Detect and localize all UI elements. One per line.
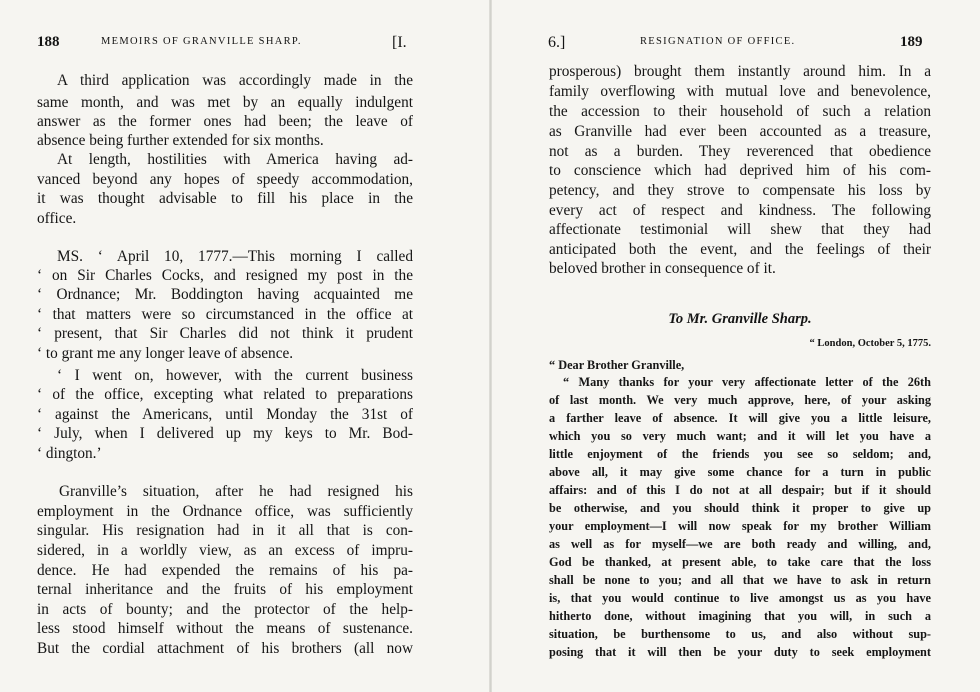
body-line: prosperous) brought them instantly around him. In a xyxy=(549,63,931,80)
letter-date: “ London, October 5, 1775. xyxy=(809,338,931,349)
letter-line: is, that you would continue to live amongst us as you have xyxy=(549,591,931,605)
body-line: affectionate testimonial will shew that they had xyxy=(549,221,931,238)
body-line: vanced beyond any hopes of speedy accommodation, xyxy=(37,171,413,188)
body-line: as Granville had ever been accounted as a treasure, xyxy=(549,123,931,140)
letter-line: God be thanked, at present able, to take care that the loss xyxy=(549,555,931,569)
body-line: every act of respect and kindness. The following xyxy=(549,202,931,219)
body-line: ‘ on Sir Charles Cocks, and resigned my post in the xyxy=(37,267,413,284)
body-line: ‘ that matters were so circumstanced in the office at xyxy=(37,306,413,323)
letter-line: be otherwise, and you should think it proper to give up xyxy=(549,501,931,515)
left-running-title: MEMOIRS OF GRANVILLE SHARP. xyxy=(101,36,302,47)
body-line: same month, and was met by an equally indulgent xyxy=(37,94,413,111)
letter-line: posing that it will then be your duty to seek employment xyxy=(549,645,931,659)
body-line: to conscience which had deprived him of his com- xyxy=(549,162,931,179)
left-page xyxy=(0,0,488,692)
body-line: answer as the former ones had been; the leave of xyxy=(37,113,413,130)
right-page-number: 189 xyxy=(900,34,923,50)
body-line: in acts of bounty; and the protector of the help- xyxy=(37,601,413,618)
body-line: ternal inheritance and the fruits of his employment xyxy=(37,581,413,598)
letter-line: “ Many thanks for your very affectionate letter of the 26th xyxy=(563,375,931,389)
body-line: Granville’s situation, after he had resigned his xyxy=(59,483,413,500)
body-line: ‘ July, when I delivered up my keys to Mr. Bod- xyxy=(37,425,413,442)
body-line: ‘ present, that Sir Charles did not think it prudent xyxy=(37,325,413,342)
letter-line: little enjoyment of the friends you see so seldom; and, xyxy=(549,447,931,461)
body-line: office. xyxy=(37,210,77,227)
body-line: it was thought advisable to fill his place in the xyxy=(37,190,413,207)
letter-line: a farther leave of absence. It will give you a little leisure, xyxy=(549,411,931,425)
letter-line: situation, be burthensome to us, and also without sup- xyxy=(549,627,931,641)
book-gutter xyxy=(489,0,492,692)
body-line: ‘ of the office, excepting what related to preparations xyxy=(37,386,413,403)
letter-heading: To Mr. Granville Sharp. xyxy=(668,311,812,327)
body-line: ‘ dington.’ xyxy=(37,445,102,462)
body-line: ‘ I went on, however, with the current business xyxy=(57,367,413,384)
body-line: beloved brother in consequence of it. xyxy=(549,260,776,277)
body-line: less stood himself without the means of sustenance. xyxy=(37,620,413,637)
letter-line: which you so very much want; and it will let you have a xyxy=(549,429,931,443)
right-page xyxy=(493,0,980,692)
body-line: At length, hostilities with America having ad- xyxy=(57,151,413,168)
left-part-marker: [I. xyxy=(392,34,407,51)
letter-line: “ Dear Brother Granville, xyxy=(549,358,685,372)
letter-line: affairs: and of this I do not at all despair; but if it should xyxy=(549,483,931,497)
letter-line: your employment—I will now speak for my brother William xyxy=(549,519,931,533)
body-line: employment in the Ordnance office, was sufficiently xyxy=(37,503,413,520)
left-page-number: 188 xyxy=(37,34,60,50)
right-running-head xyxy=(548,34,928,58)
body-line: absence being further extended for six months. xyxy=(37,132,324,149)
letter-line: hitherto done, without imagining that you will, in such a xyxy=(549,609,931,623)
body-line: family overflowing with mutual love and benevolence, xyxy=(549,83,931,100)
body-line: ‘ against the Americans, until Monday the 31st of xyxy=(37,406,413,423)
body-line: singular. His resignation had in it all that is con- xyxy=(37,522,413,539)
body-line: dence. He had expended the remains of his pa- xyxy=(37,562,413,579)
body-line: the accession to their household of such a relation xyxy=(549,103,931,120)
body-line: sidered, in a worldly view, as an excess of impru- xyxy=(37,542,413,559)
right-running-title: RESIGNATION OF OFFICE. xyxy=(640,36,796,47)
right-part-marker: 6.] xyxy=(548,34,566,51)
body-line: ‘ Ordnance; Mr. Boddington having acquainted me xyxy=(37,286,413,303)
body-line: MS. ‘ April 10, 1777.—This morning I called xyxy=(57,248,413,265)
body-line: anticipated both the event, and the feelings of their xyxy=(549,241,931,258)
letter-line: above all, it may give some chance for a turn in public xyxy=(549,465,931,479)
body-line: not as a burden. They reverenced that obedience xyxy=(549,143,931,160)
body-line: ‘ to grant me any longer leave of absence. xyxy=(37,345,294,362)
body-line: But the cordial attachment of his brothers (all now xyxy=(37,640,413,657)
letter-line: of last month. We very much approve, here, of your asking xyxy=(549,393,931,407)
body-line: A third application was accordingly made in the xyxy=(57,72,413,89)
body-line: petency, and they strove to compensate his loss by xyxy=(549,182,931,199)
left-running-head xyxy=(37,34,417,58)
letter-line: shall be none to you; and all that we have to ask in return xyxy=(549,573,931,587)
letter-line: as well as for myself—we are both ready and willing, and, xyxy=(549,537,931,551)
